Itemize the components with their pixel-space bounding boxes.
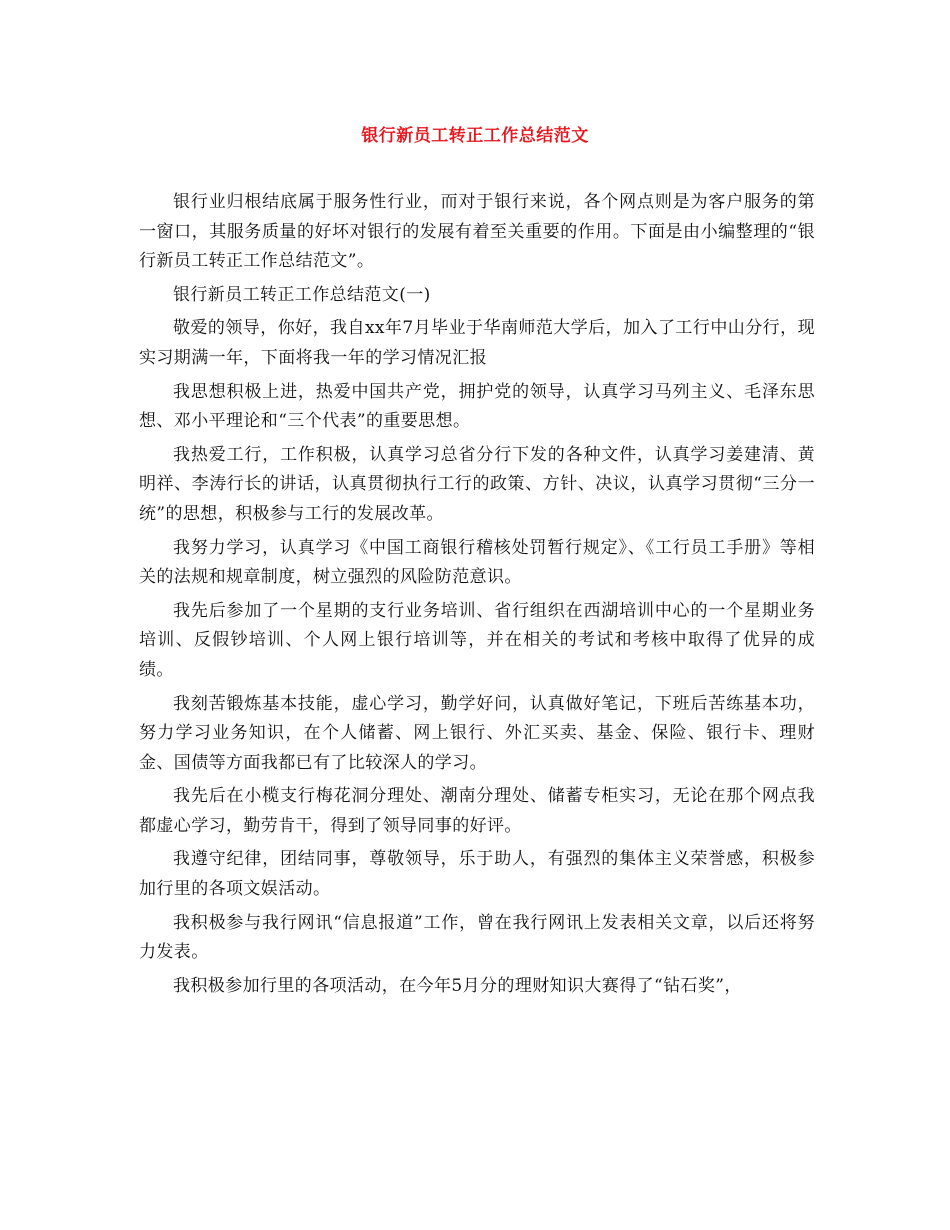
paragraph: 银行业归根结底属于服务性行业，而对于银行来说，各个网点则是为客户服务的第一窗口，其服务质量的好坏对银行的发展有着至关重要的作用。下面是由小编整理的“银行新员工转正工作总结范文”。: [139, 192, 815, 272]
paragraph: 我刻苦锻炼基本技能，虚心学习，勤学好问，认真做好笔记，下班后苦练基本功，努力学习业务知识，在个人储蓄、网上银行、外汇买卖、基金、保险、银行卡、理财金、国债等方面我都已有了比较深人的学习。: [139, 693, 815, 773]
document-body: [139, 188, 815, 1001]
paragraph: 我遵守纪律，团结同事，尊敬领导，乐于助人，有强烈的集体主义荣誉感，积极参加行里的各项文娱活动。: [139, 849, 815, 900]
paragraph: 我努力学习，认真学习《中国工商银行稽核处罚暂行规定》、《工行员工手册》等相关的法规和规章制度，树立强烈的风险防范意识。: [139, 537, 815, 588]
paragraph: 我热爱工行，工作积极，认真学习总省分行下发的各种文件，认真学习姜建清、黄明祥、李涛行长的讲话，认真贯彻执行工行的政策、方针、决议，认真学习贯彻“三分一统”的思想，积极参与工行的发展改革。: [139, 444, 815, 524]
paragraph: 我思想积极上进，热爱中国共产党，拥护党的领导，认真学习马列主义、毛泽东思想、邓小平理论和“三个代表”的重要思想。: [139, 381, 815, 432]
paragraph: 我先后参加了一个星期的支行业务培训、省行组织在西湖培训中心的一个星期业务培训、反假钞培训、个人网上银行培训等，并在相关的考试和考核中取得了优异的成绩。: [139, 600, 815, 680]
paragraph: 敬爱的领导，你好，我自xx年7月毕业于华南师范大学后，加入了工行中山分行，现实习期满一年，下面将我一年的学习情况汇报: [139, 318, 815, 368]
document-title: 银行新员工转正工作总结范文: [361, 126, 589, 146]
paragraph: 我积极参与我行网讯“信息报道”工作，曾在我行网讯上发表相关文章，以后还将努力发表。: [139, 912, 815, 963]
paragraph: 我先后在小榄支行梅花洞分理处、潮南分理处、储蓄专柜实习，无论在那个网点我都虚心学习，勤劳肯干，得到了领导同事的好评。: [139, 786, 815, 836]
paragraph: 我积极参加行里的各项活动，在今年5月分的理财知识大赛得了“钻石奖”，: [173, 975, 742, 996]
section-heading: 银行新员工转正工作总结范文(一): [173, 284, 431, 305]
